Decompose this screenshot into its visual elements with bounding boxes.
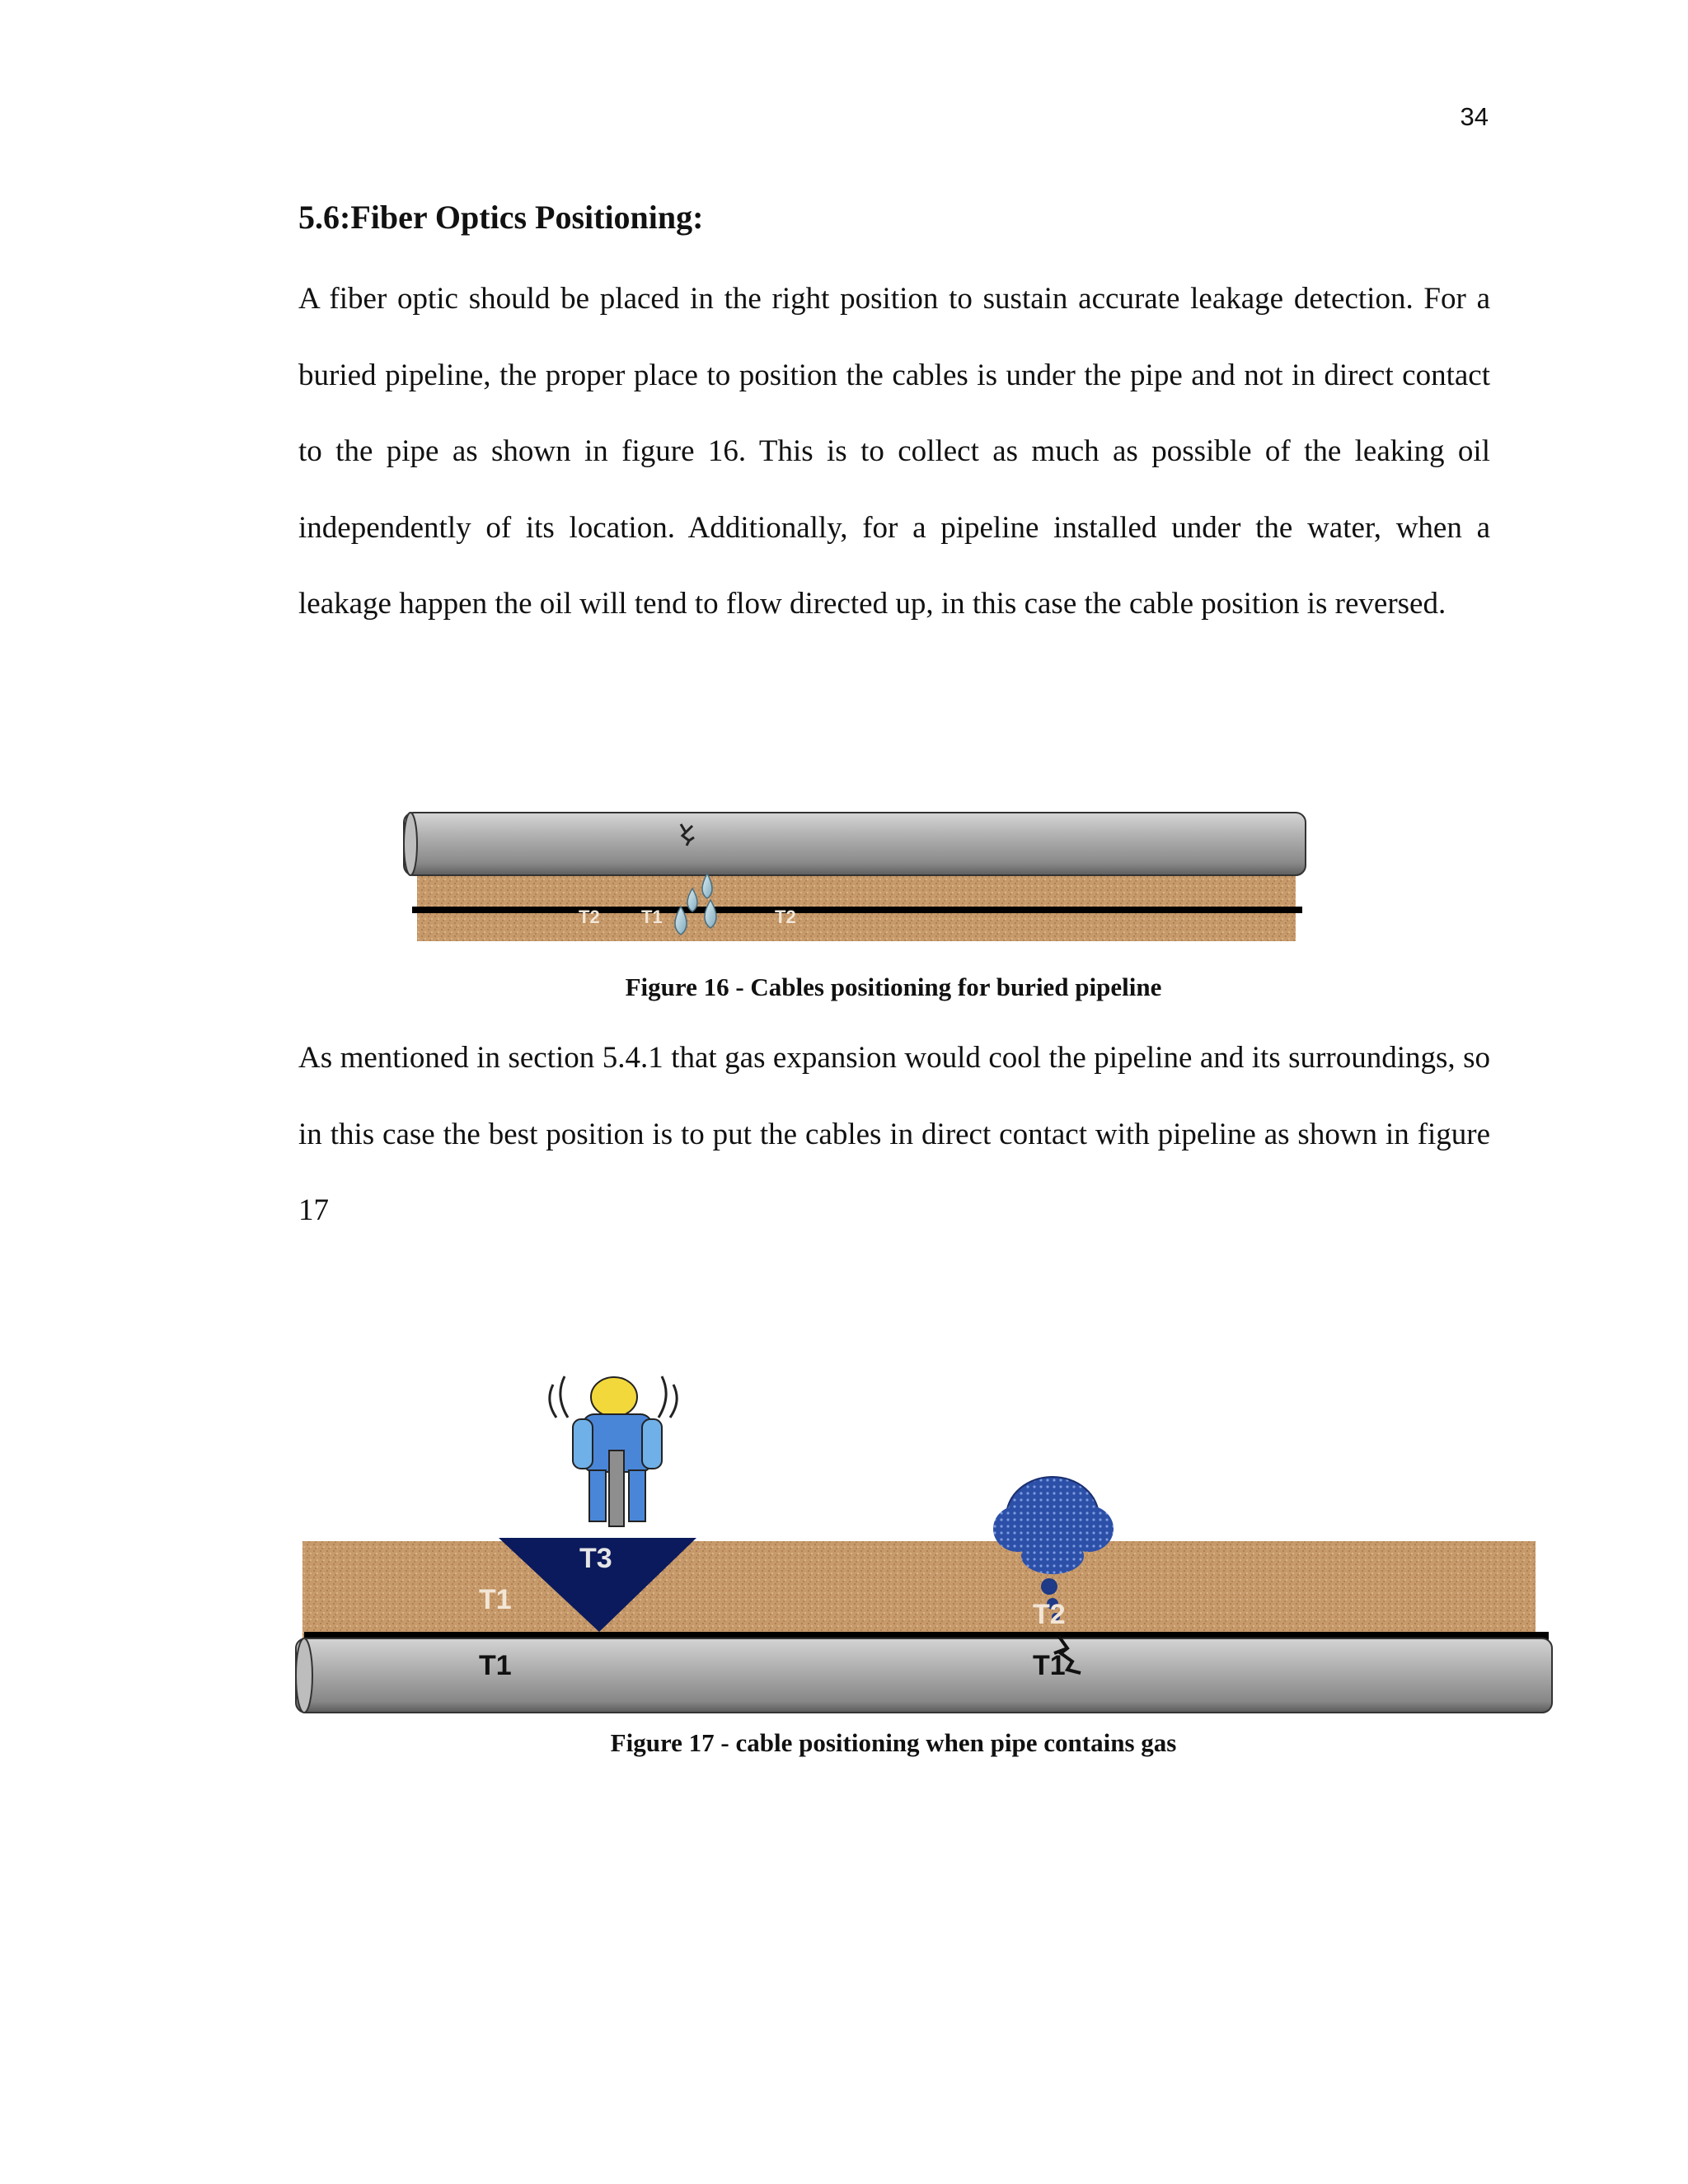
page-number: 34 <box>1460 102 1489 131</box>
figure-16-illustration <box>401 809 1307 958</box>
label-t1-pipe-right: T1 <box>1033 1650 1066 1681</box>
fiber-cable <box>412 907 1302 913</box>
figure-17-illustration <box>293 1352 1558 1722</box>
label-t1-soil: T1 <box>479 1584 512 1615</box>
paragraph-gas: As mentioned in section 5.4.1 that gas expansion would cool the pipeline and its surroundings, so in this case the best position is to put the cables in direct contact with pipeline as shown in figure 17 <box>298 1041 1490 1227</box>
section-heading: 5.6:Fiber Optics Positioning: <box>298 199 704 236</box>
label-t3: T3 <box>579 1543 612 1574</box>
figure-17-caption: Figure 17 - cable positioning when pipe contains gas <box>610 1728 1177 1757</box>
label-t1: T1 <box>641 907 663 927</box>
soil-layer <box>417 869 1296 941</box>
paragraph-intro: A fiber optic should be placed in the right position to sustain accurate leakage detection. For a buried pipeline, the proper place to position the cables is under the pipe and not in direct contact to the pipe as shown in figure 16. This is to collect as much as possible of the leaking oil independently of its location. Additionally, for a pipeline installed under the water, when a leakage happen the oil will tend to flow directed up, in this case the cable position is reversed. <box>298 282 1490 621</box>
label-t2-left: T2 <box>579 907 600 927</box>
label-t2-right: T2 <box>775 907 796 927</box>
label-t2: T2 <box>1033 1599 1066 1630</box>
pipe <box>404 813 1306 875</box>
figure-16-caption: Figure 16 - Cables positioning for buried pipeline <box>625 972 1162 1001</box>
label-t1-pipe-left: T1 <box>479 1650 512 1681</box>
worker-with-jackhammer-icon <box>550 1376 677 1526</box>
